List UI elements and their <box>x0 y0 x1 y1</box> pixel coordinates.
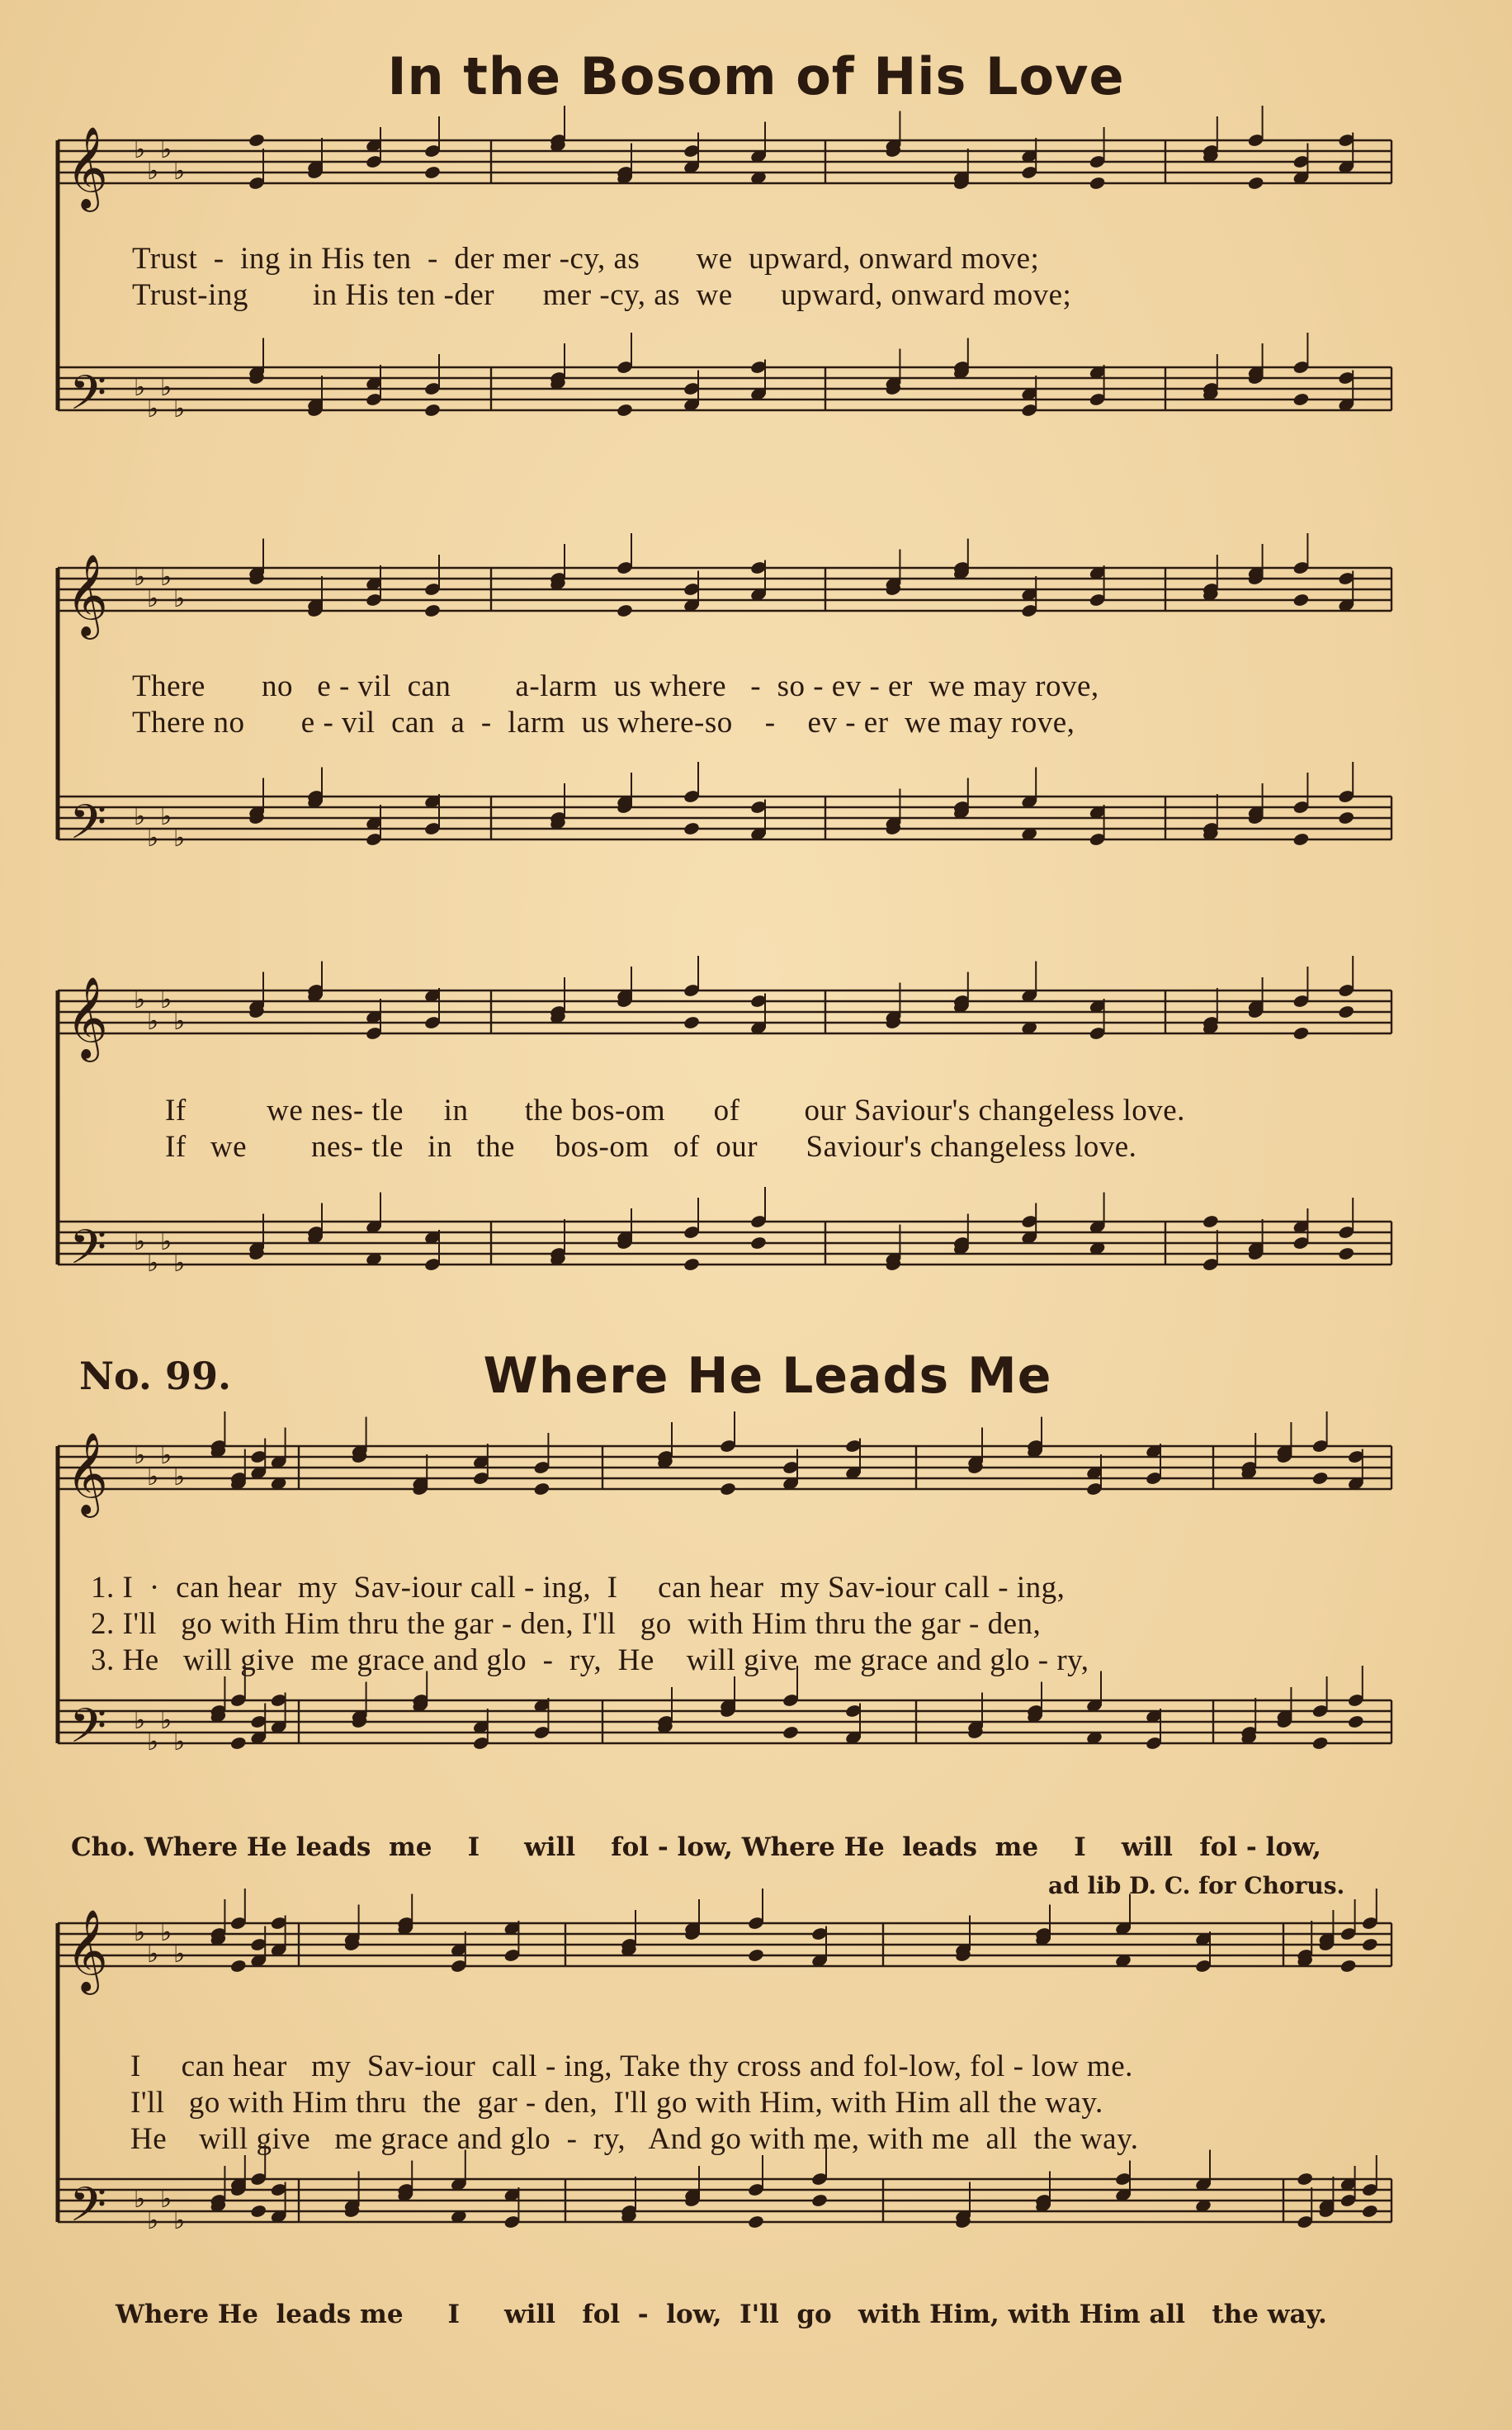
flat-sign-icon: ♭ <box>160 1441 172 1470</box>
lyric-line-2a: There no e - vil can a-larm us where - so - ev - er we may rove, <box>132 669 1099 703</box>
flat-sign-icon: ♭ <box>147 824 159 853</box>
flat-sign-icon: ♭ <box>147 2206 159 2235</box>
flat-sign-icon: ♭ <box>134 2185 146 2214</box>
note-head <box>782 1725 799 1740</box>
note-head <box>423 165 441 180</box>
hymn-title-bosom: In the Bosom of His Love <box>387 46 1125 106</box>
lyric-line-3a: If we nes- tle in the bos-om of our Saviour's changeless love. <box>165 1094 1185 1128</box>
note-head <box>229 1736 247 1751</box>
note-head <box>749 1236 767 1250</box>
note-head <box>1361 2204 1378 2219</box>
note-head <box>810 2193 828 2208</box>
note-head <box>1292 593 1310 608</box>
note-head <box>683 821 700 836</box>
note-head <box>616 403 633 418</box>
hymn-title-leads: Where He Leads Me <box>483 1347 1052 1405</box>
flat-sign-icon: ♭ <box>134 373 146 402</box>
note-head <box>1338 1246 1355 1261</box>
verse-2-line-1: 2. I'll go with Him thru the gar - den, I'll go with Him thru the gar - den, <box>91 1607 1042 1641</box>
flat-sign-icon: ♭ <box>147 1940 159 1969</box>
flat-sign-icon: ♭ <box>134 1706 146 1735</box>
note-head <box>1292 392 1310 407</box>
flat-sign-icon: ♭ <box>147 584 159 613</box>
treble-clef-icon: 𝄞 <box>66 1432 108 1515</box>
note-head <box>747 2215 764 2229</box>
treble-clef-icon: 𝄞 <box>66 976 108 1059</box>
note-head <box>1311 1471 1329 1486</box>
note-head <box>1292 1026 1310 1041</box>
bass-clef-icon: 𝄢 <box>69 2177 107 2244</box>
flat-sign-icon: ♭ <box>173 157 186 186</box>
note-head <box>1292 832 1310 847</box>
flat-sign-icon: ♭ <box>160 2185 172 2214</box>
flat-sign-icon: ♭ <box>160 1918 172 1947</box>
verse-3-line-2: He will give me grace and glo - ry, And go with me, with me all the way. <box>130 2122 1139 2156</box>
flat-sign-icon: ♭ <box>173 1940 186 1969</box>
lyric-line-1a: Trust - ing in His ten - der mer -cy, as we upward, onward move; <box>132 242 1040 276</box>
flat-sign-icon: ♭ <box>160 373 172 402</box>
note-head <box>747 1948 764 1963</box>
note-head <box>229 1959 247 1974</box>
flat-sign-icon: ♭ <box>134 986 146 1014</box>
adlib-note: ad lib D. C. for Chorus. <box>1048 1872 1345 1899</box>
flat-sign-icon: ♭ <box>173 824 186 853</box>
note-head <box>616 603 633 618</box>
note-head <box>1338 1005 1355 1019</box>
note-head <box>248 133 265 148</box>
flat-sign-icon: ♭ <box>160 563 172 592</box>
note-head <box>533 1482 550 1496</box>
bass-clef-icon: 𝄢 <box>69 1219 107 1287</box>
treble-clef-icon: 𝄞 <box>66 126 108 209</box>
note-head <box>1338 811 1355 825</box>
flat-sign-icon: ♭ <box>147 1463 159 1492</box>
treble-clef-icon: 𝄞 <box>66 1909 108 1992</box>
bass-clef-icon: 𝄢 <box>69 794 107 862</box>
note-head <box>683 1015 700 1030</box>
lyric-line-3b: If we nes- tle in the bos-om of our Saviour's changeless love. <box>165 1130 1137 1164</box>
flat-sign-icon: ♭ <box>134 1227 146 1256</box>
note-head <box>683 1257 700 1272</box>
flat-sign-icon: ♭ <box>134 1441 146 1470</box>
flat-sign-icon: ♭ <box>134 563 146 592</box>
bass-clef-icon: 𝄢 <box>69 365 107 433</box>
treble-clef-icon: 𝄞 <box>66 554 108 636</box>
flat-sign-icon: ♭ <box>134 802 146 831</box>
note-head <box>1347 1714 1364 1729</box>
verse-1-line-2: I can hear my Sav-iour call - ing, Take thy cross and fol-low, fol - low me. <box>130 2049 1133 2083</box>
lyric-line-2b: There no e - vil can a - larm us where-so - ev - er we may rove, <box>132 706 1075 740</box>
note-head <box>250 2204 267 2219</box>
flat-sign-icon: ♭ <box>134 1918 146 1947</box>
note-head <box>1202 1214 1219 1229</box>
flat-sign-icon: ♭ <box>160 802 172 831</box>
chorus-line-1: Cho. Where He leads me I will fol - low, Where He leads me I will fol - low, <box>71 1832 1321 1862</box>
flat-sign-icon: ♭ <box>147 395 159 423</box>
note-head <box>1340 1959 1357 1974</box>
note-head <box>1361 1937 1378 1952</box>
flat-sign-icon: ♭ <box>160 986 172 1014</box>
hymn-number: No. 99. <box>79 1354 231 1398</box>
chorus-line-2: Where He leads me I will fol - low, I'll go with Him, with Him all the way. <box>116 2300 1327 2329</box>
flat-sign-icon: ♭ <box>134 135 146 164</box>
flat-sign-icon: ♭ <box>160 1227 172 1256</box>
flat-sign-icon: ♭ <box>147 157 159 186</box>
flat-sign-icon: ♭ <box>173 1007 186 1036</box>
bass-clef-icon: 𝄢 <box>69 1698 107 1766</box>
note-head <box>1089 176 1106 191</box>
flat-sign-icon: ♭ <box>173 1728 186 1756</box>
flat-sign-icon: ♭ <box>147 1728 159 1756</box>
note-head <box>423 603 441 618</box>
flat-sign-icon: ♭ <box>173 1463 186 1492</box>
lyric-line-1b: Trust-ing in His ten -der mer -cy, as we upward, onward move; <box>132 278 1072 312</box>
note-head <box>1297 2172 1314 2187</box>
note-head <box>1311 1736 1329 1751</box>
flat-sign-icon: ♭ <box>173 1249 186 1278</box>
flat-sign-icon: ♭ <box>173 2206 186 2235</box>
flat-sign-icon: ♭ <box>147 1249 159 1278</box>
note-head <box>423 403 441 418</box>
verse-3-line-1: 3. He will give me grace and glo - ry, He will give me grace and glo - ry, <box>91 1643 1089 1677</box>
flat-sign-icon: ♭ <box>160 1706 172 1735</box>
flat-sign-icon: ♭ <box>173 584 186 613</box>
verse-1-line-1: 1. I · can hear my Sav-iour call - ing, I can hear my Sav-iour call - ing, <box>91 1571 1065 1605</box>
note-head <box>1247 176 1264 191</box>
note-head <box>719 1482 736 1496</box>
flat-sign-icon: ♭ <box>173 395 186 423</box>
flat-sign-icon: ♭ <box>147 1007 159 1036</box>
verse-2-line-2: I'll go with Him thru the gar - den, I'll go with Him, with Him all the way. <box>130 2086 1103 2120</box>
flat-sign-icon: ♭ <box>160 135 172 164</box>
